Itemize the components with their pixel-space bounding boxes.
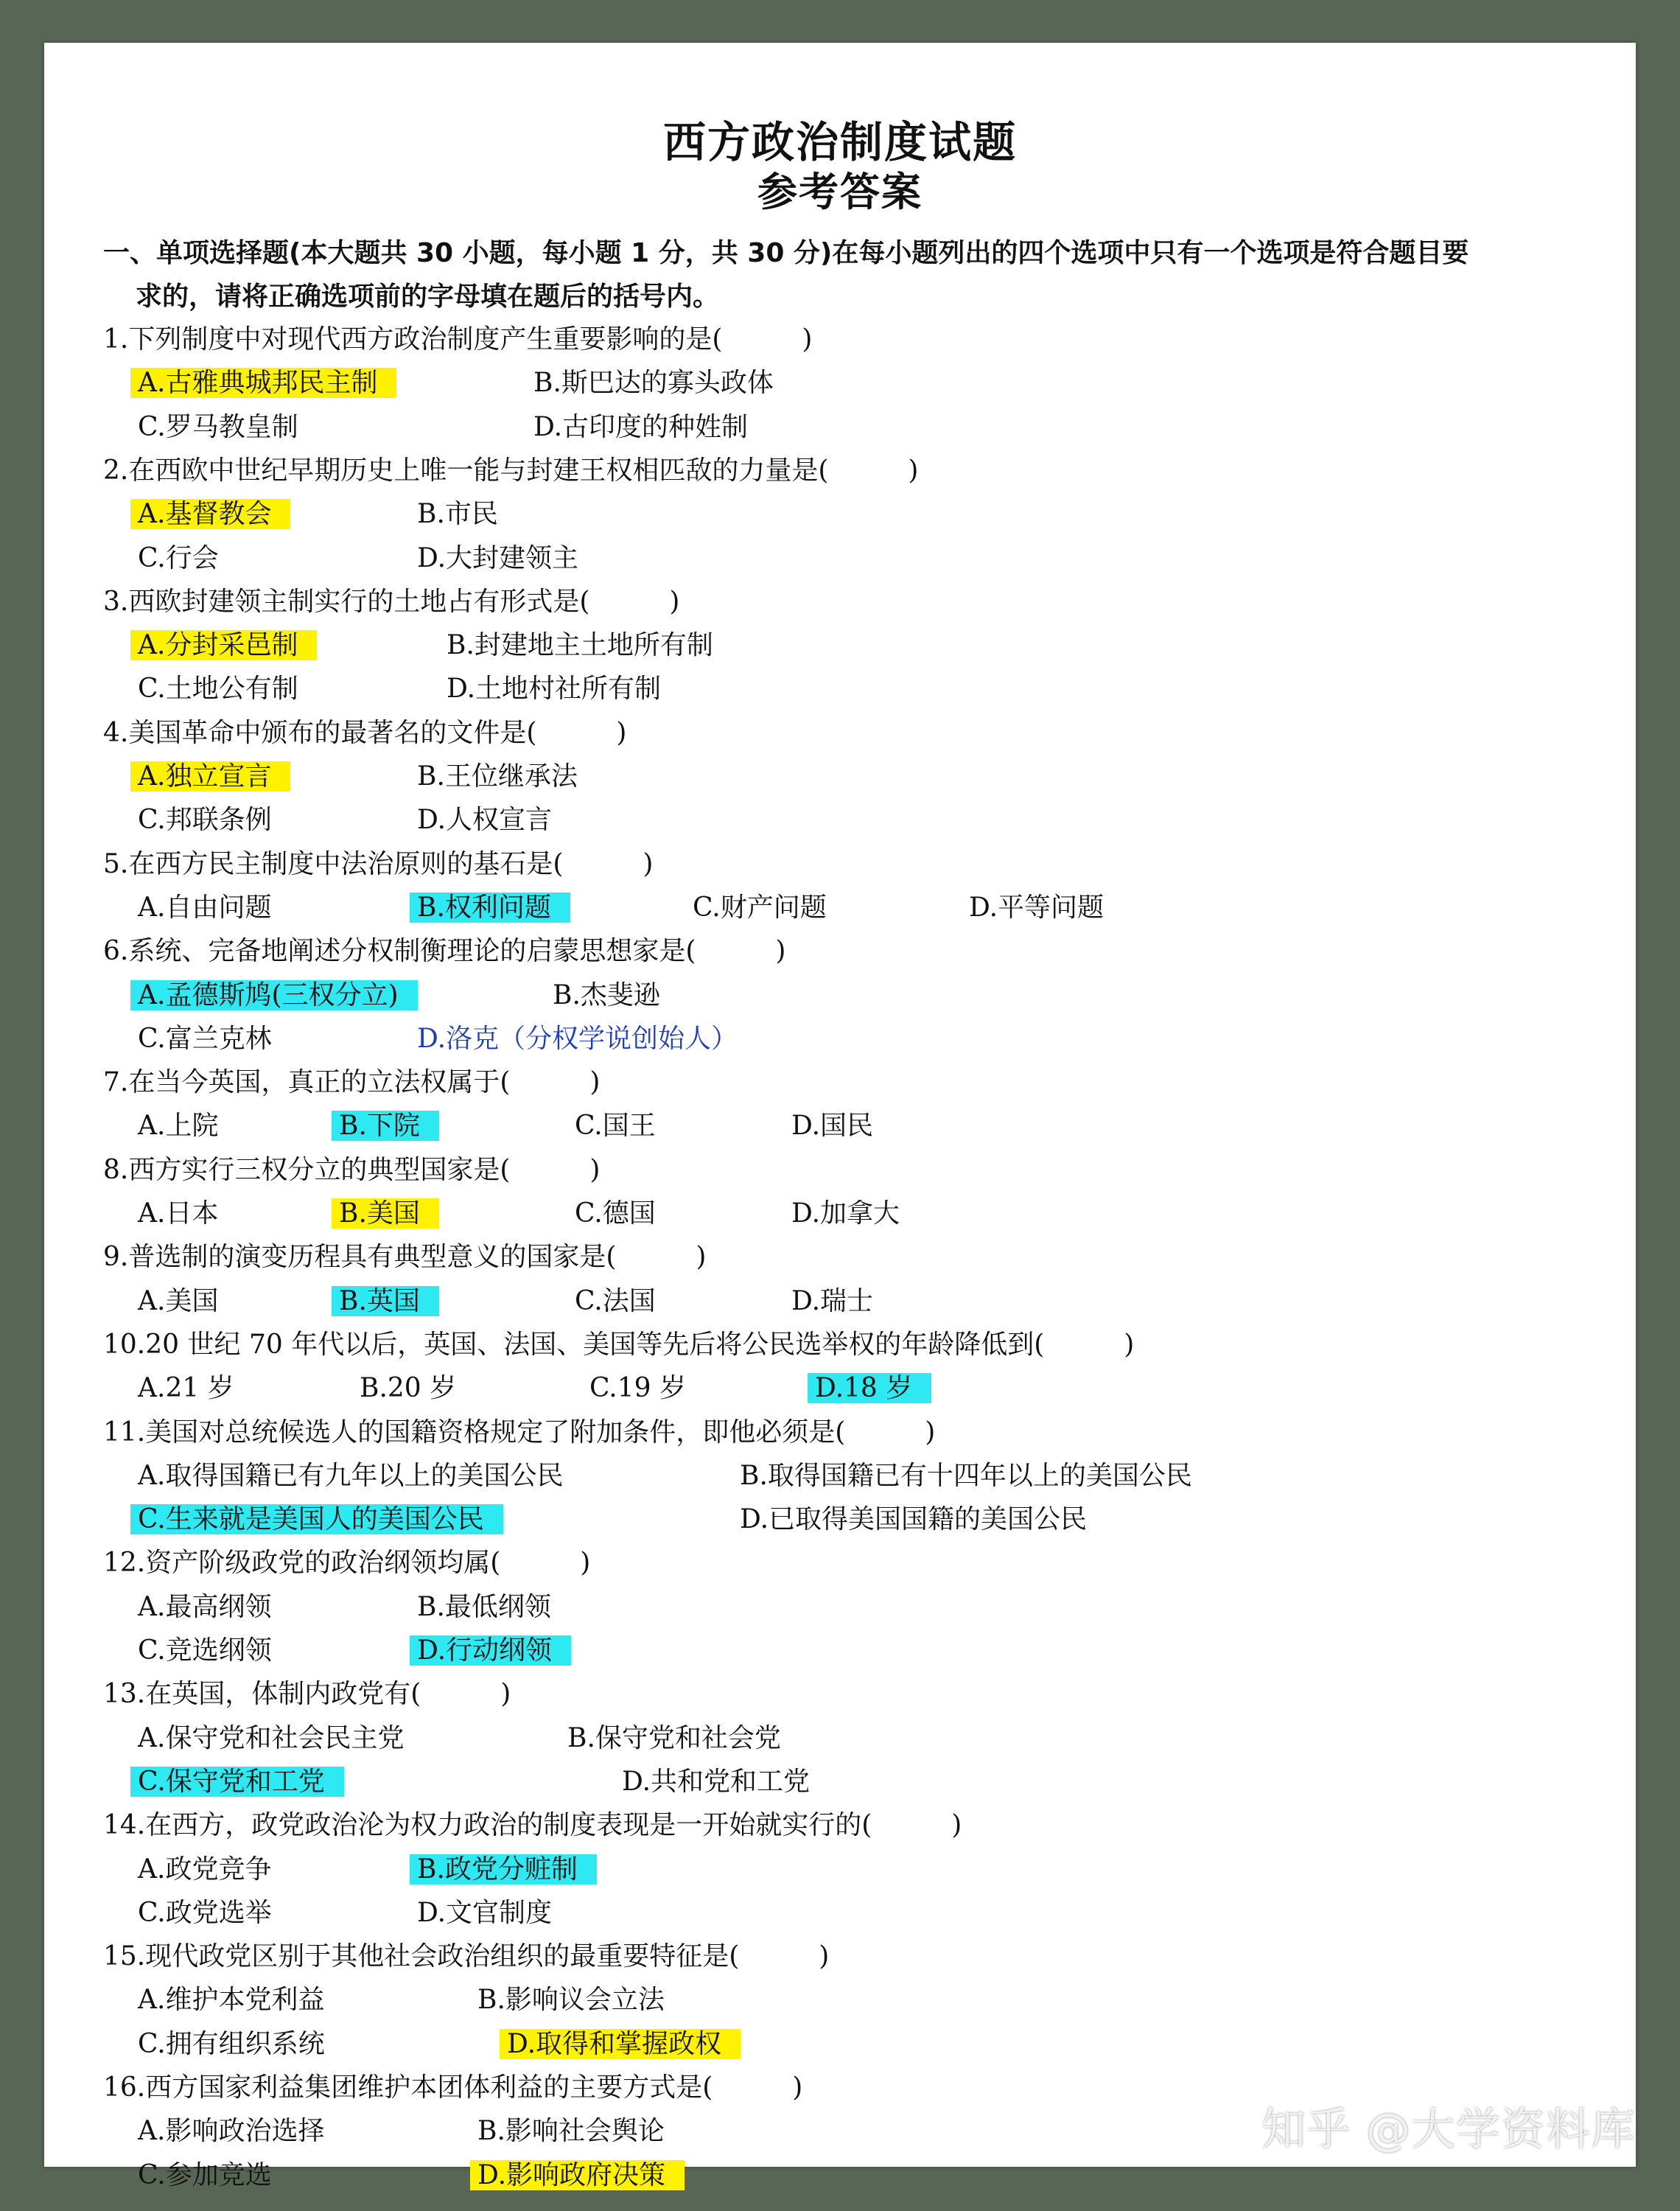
option-a: A.自由问题 — [138, 892, 272, 923]
option-a: A.基督教会 — [138, 492, 290, 537]
option-c: C.土地公有制 — [138, 674, 298, 705]
section-instruction-line-2: 求的，请将正确选项前的字母填在题后的括号内。 — [136, 282, 720, 312]
question-stem: 4.美国革命中颁布的最著名的文件是( ) — [103, 717, 627, 748]
page-subtitle: 参考答案 — [757, 169, 923, 215]
option-b: B.政党分赃制 — [417, 1848, 597, 1892]
option-d: D.取得和掌握政权 — [507, 2022, 741, 2067]
option-c: C.富兰克林 — [138, 1023, 272, 1054]
question-stem: 1.下列制度中对现代西方政治制度产生重要影响的是( ) — [103, 324, 813, 354]
section-instruction-line-1: 一、单项选择题(本大题共 30 小题，每小题 1 分，共 30 分)在每小题列出的四个选项中只有一个选项是符合题目要 — [103, 238, 1469, 268]
option-d: D.洛克（分权学说创始人） — [417, 1023, 738, 1054]
option-row — [44, 1279, 1636, 1324]
option-row — [44, 537, 1636, 581]
option-row — [44, 1891, 1636, 1935]
option-row — [44, 1716, 1636, 1761]
question-stem: 14.在西方，政党政治沦为权力政治的制度表现是一开始就实行的( ) — [103, 1810, 962, 1841]
option-row — [44, 492, 1636, 537]
question-stem: 2.在西欧中世纪早期历史上唯一能与封建王权相匹敌的力量是( ) — [103, 455, 919, 486]
option-a: A.孟德斯鸠(三权分立) — [138, 974, 418, 1018]
option-row — [44, 886, 1636, 930]
option-row — [44, 667, 1636, 711]
option-row — [44, 1585, 1636, 1630]
option-row — [44, 1017, 1636, 1061]
option-c: C.竞选纲领 — [138, 1635, 272, 1666]
option-a: A.取得国籍已有九年以上的美国公民 — [138, 1460, 564, 1491]
option-b: B.下院 — [339, 1104, 439, 1148]
answer-sheet-page — [44, 43, 1636, 2190]
option-row — [44, 1366, 1636, 1411]
question-stem: 5.在西方民主制度中法治原则的基石是( ) — [103, 848, 654, 879]
option-b: B.王位继承法 — [417, 761, 578, 792]
option-a: A.21 岁 — [138, 1373, 234, 1404]
option-b: B.取得国籍已有十四年以上的美国公民 — [740, 1460, 1192, 1491]
option-c: C.拥有组织系统 — [138, 2028, 325, 2059]
option-row — [44, 1104, 1636, 1148]
option-a: A.古雅典城邦民主制 — [138, 361, 396, 405]
option-b: B.英国 — [339, 1279, 439, 1324]
option-c: C.国王 — [575, 1111, 656, 1142]
option-d: D.加拿大 — [791, 1198, 900, 1229]
option-d: D.共和党和工党 — [622, 1766, 811, 1797]
option-a: A.独立宣言 — [138, 755, 290, 799]
option-d: D.国民 — [791, 1111, 874, 1142]
option-row — [44, 2022, 1636, 2067]
option-row — [44, 1192, 1636, 1236]
option-c: C.罗马教皇制 — [138, 411, 298, 442]
option-d: D.古印度的种姓制 — [533, 411, 749, 442]
option-row — [44, 624, 1636, 668]
option-c: C.生来就是美国人的美国公民 — [138, 1498, 503, 1542]
option-a: A.日本 — [138, 1198, 219, 1229]
option-row — [44, 974, 1636, 1018]
option-a: A.美国 — [138, 1285, 219, 1316]
option-row — [44, 755, 1636, 799]
option-d: D.已取得美国国籍的美国公民 — [740, 1504, 1088, 1535]
option-d: D.行动纲领 — [417, 1629, 571, 1673]
option-b: B.市民 — [417, 499, 498, 530]
option-c: C.19 岁 — [589, 1373, 686, 1404]
option-b: B.权利问题 — [417, 886, 570, 930]
option-b: B.封建地主土地所有制 — [447, 630, 713, 661]
option-b: B.20 岁 — [360, 1373, 457, 1404]
option-d: D.文官制度 — [417, 1897, 553, 1928]
option-a: A.上院 — [138, 1111, 219, 1142]
question-stem: 7.在当今英国，真正的立法权属于( ) — [103, 1067, 601, 1098]
question-stem: 10.20 世纪 70 年代以后，英国、法国、美国等先后将公民选举权的年龄降低到( ) — [103, 1329, 1135, 1360]
option-row — [44, 361, 1636, 405]
option-c: C.财产问题 — [693, 892, 827, 923]
option-row — [44, 1848, 1636, 1892]
option-a: A.保守党和社会民主党 — [138, 1722, 405, 1753]
question-stem: 15.现代政党区别于其他社会政治组织的最重要特征是( ) — [103, 1941, 830, 1972]
option-b: B.影响议会立法 — [477, 1985, 665, 2016]
option-d: D.瑞士 — [791, 1285, 874, 1316]
option-c: C.德国 — [575, 1198, 656, 1229]
option-row — [44, 1498, 1636, 1542]
option-a: A.最高纲领 — [138, 1591, 272, 1622]
question-stem: 9.普选制的演变历程具有典型意义的国家是( ) — [103, 1242, 707, 1273]
question-stem: 6.系统、完备地阐述分权制衡理论的启蒙思想家是( ) — [103, 936, 786, 967]
option-row — [44, 798, 1636, 842]
option-c: C.行会 — [138, 542, 219, 573]
option-b: B.杰斐逊 — [553, 979, 660, 1010]
option-d: D.平等问题 — [969, 892, 1105, 923]
option-c: C.邦联条例 — [138, 805, 272, 836]
option-row — [44, 2154, 1636, 2198]
option-b: B.最低纲领 — [417, 1591, 551, 1622]
question-stem: 8.西方实行三权分立的典型国家是( ) — [103, 1154, 601, 1185]
option-c: C.政党选举 — [138, 1897, 272, 1928]
option-d: D.18 岁 — [815, 1366, 931, 1411]
option-a: A.维护本党利益 — [138, 1985, 325, 2016]
option-d: D.人权宣言 — [417, 805, 553, 836]
option-c: C.保守党和工党 — [138, 1760, 344, 1804]
option-b: B.影响社会舆论 — [477, 2116, 665, 2147]
option-c: C.法国 — [575, 1285, 656, 1316]
option-d: D.土地村社所有制 — [447, 674, 662, 705]
option-a: A.分封采邑制 — [138, 624, 317, 668]
option-row — [44, 1760, 1636, 1804]
option-row — [44, 1454, 1636, 1498]
option-d: D.大封建领主 — [417, 542, 579, 573]
option-a: A.影响政治选择 — [138, 2116, 325, 2147]
option-c: C.参加竞选 — [138, 2159, 272, 2190]
watermark: 知乎 @大学资料库 — [1261, 2104, 1636, 2156]
question-stem: 11.美国对总统候选人的国籍资格规定了附加条件，即他必须是( ) — [103, 1417, 936, 1447]
question-stem: 16.西方国家利益集团维护本团体利益的主要方式是( ) — [103, 2072, 803, 2103]
option-b: B.保守党和社会党 — [567, 1722, 781, 1753]
page-title: 西方政治制度试题 — [662, 117, 1017, 167]
section-heading — [103, 231, 1614, 318]
option-row — [44, 405, 1636, 450]
option-row — [44, 1978, 1636, 2022]
option-b: B.美国 — [339, 1192, 439, 1236]
option-b: B.斯巴达的寡头政体 — [533, 368, 774, 399]
option-a: A.政党竞争 — [138, 1854, 272, 1885]
question-stem: 3.西欧封建领主制实行的土地占有形式是( ) — [103, 586, 680, 617]
question-stem: 12.资产阶级政党的政治纲领均属( ) — [103, 1548, 591, 1579]
option-d: D.影响政府决策 — [477, 2154, 685, 2198]
question-stem: 13.在英国，体制内政党有( ) — [103, 1679, 511, 1710]
option-row — [44, 1629, 1636, 1673]
